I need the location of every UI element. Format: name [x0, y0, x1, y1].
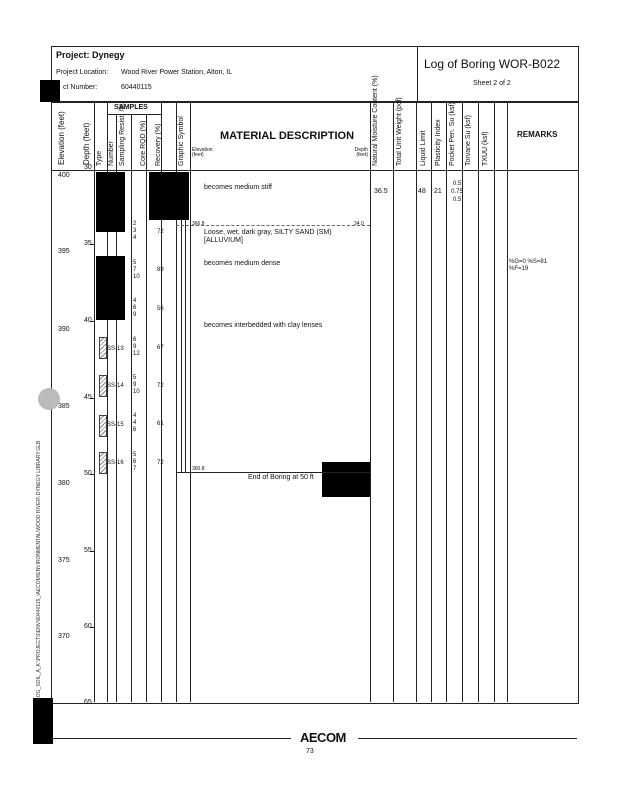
- sample-graphic: [99, 415, 107, 437]
- description-medium-dense: becomes medium dense: [204, 260, 281, 267]
- depth-tick: 60: [84, 623, 92, 630]
- remarks-gradation: %G=0 %S=81 %F=19: [509, 259, 548, 272]
- txuu-column-header: TXUU (ksf): [482, 131, 489, 166]
- liquid-limit-column-header: Liquid Limit: [420, 130, 427, 166]
- redaction-block: [96, 256, 125, 320]
- recovery-value: 89: [157, 267, 164, 273]
- sample-number: SS-16: [107, 460, 124, 466]
- sampling-resist: 5 9 10: [133, 375, 140, 395]
- recovery-value: 72: [157, 383, 164, 389]
- elev-feet-header: Elevation (feet): [192, 147, 213, 158]
- depth-tick: 35: [84, 240, 92, 247]
- torvane-column-header: Torvane Su (ksf): [465, 115, 472, 166]
- pocket-pen-values: 0.5 0.75 0.5: [451, 181, 463, 203]
- redaction-block: [40, 80, 60, 102]
- project-label: Project: Dynegy: [56, 50, 125, 60]
- sheet-number: Sheet 2 of 2: [473, 80, 511, 87]
- sample-number: SS-15: [107, 422, 124, 428]
- redaction-block: [33, 698, 53, 744]
- depth-feet-header: Depth (feet): [354, 147, 368, 158]
- sampling-resist-column-header: Sampling Resist. /bl.: [119, 102, 126, 166]
- project-number-label: ct Number:: [63, 84, 98, 91]
- elevation-marker: 360.8: [192, 466, 205, 472]
- sampling-resist: 4 4 6: [133, 413, 137, 433]
- redaction-block: [96, 172, 125, 232]
- depth-tick: 55: [84, 547, 92, 554]
- elevation-tick: 395: [58, 248, 70, 255]
- description-interbedded: becomes interbedded with clay lenses: [204, 322, 323, 329]
- remarks-header: REMARKS: [517, 130, 558, 139]
- core-rqd-column-header: Core RQD (%): [140, 120, 147, 166]
- elevation-tick: 375: [58, 557, 70, 564]
- elevation-tick: 390: [58, 326, 70, 333]
- description-alluvium: [ALLUVIUM]: [204, 237, 243, 244]
- hole-punch: [38, 388, 60, 410]
- sample-graphic: [99, 375, 107, 397]
- depth-tick: 45: [84, 394, 92, 401]
- recovery-value: 61: [157, 421, 164, 427]
- elevation-column-header: Elevation (feet): [57, 111, 66, 165]
- side-file-path: LOG_SOIL_A_K:\PROJECTS\ENV\60440115_\AECOM\ENVIRONMENTAL\WOOD RIVER\ DYNEGY LIBRARY.GLB: [36, 440, 42, 700]
- recovery-column-header: Recovery (%): [155, 123, 162, 166]
- depth-tick: 30: [84, 164, 92, 171]
- depth-tick: 65: [84, 699, 92, 706]
- sampling-resist: 5 7 10: [133, 260, 140, 280]
- number-column-header: Number: [108, 141, 115, 166]
- recovery-value: 56: [157, 306, 164, 312]
- sampling-resist: 2 3 4: [133, 221, 137, 241]
- project-location-label: Project Location:: [56, 69, 109, 76]
- unit-weight-value: 48: [418, 188, 426, 195]
- aecom-logo: AECOM: [300, 730, 346, 745]
- project-location-value: Wood River Power Station, Alton, IL: [121, 69, 233, 76]
- depth-tick: 50: [84, 470, 92, 477]
- sampling-resist: 5 6 7: [133, 452, 137, 472]
- liquid-limit-value: 21: [434, 188, 442, 195]
- log-title: Log of Boring WOR-B022: [424, 57, 561, 71]
- redaction-block: [322, 462, 370, 497]
- project-number-value: 60440115: [121, 84, 152, 91]
- graphic-symbol-column-header: Graphic Symbol: [178, 116, 185, 166]
- moisture-column-header: Natural Moisture Content (%): [372, 75, 379, 166]
- recovery-value: 72: [157, 229, 164, 235]
- redaction-block: [149, 172, 189, 220]
- material-description-header: MATERIAL DESCRIPTION: [220, 130, 355, 142]
- page-number: 73: [306, 748, 314, 755]
- description-silty-sand: Loose, wet, dark gray, SILTY SAND (SM): [204, 229, 332, 236]
- elevation-tick: 370: [58, 633, 70, 640]
- depth-tick: 40: [84, 317, 92, 324]
- sample-number: SS-14: [107, 383, 124, 389]
- recovery-value: 72: [157, 460, 164, 466]
- description-medium-stiff: becomes medium stiff: [204, 184, 272, 191]
- elevation-tick: 380: [58, 480, 70, 487]
- plasticity-index-column-header: Plasticity Index: [435, 119, 442, 166]
- elevation-marker: 366.8: [192, 221, 205, 227]
- samples-header: SAMPLES: [114, 104, 148, 111]
- pocket-pen-column-header: Pocket Pen. Su (ksf): [449, 102, 456, 166]
- recovery-value: 67: [157, 345, 164, 351]
- type-column-header: Type: [96, 150, 103, 166]
- unit-weight-column-header: Total Unit Weight (pcf): [396, 97, 403, 166]
- description-end-of-boring: End of Boring at 50 ft: [248, 474, 314, 481]
- elevation-tick: 400: [58, 172, 70, 179]
- sample-graphic: [99, 337, 107, 359]
- moisture-value: 36.5: [374, 188, 388, 195]
- sample-number: SS-13: [107, 346, 124, 352]
- sampling-resist: 4 6 9: [133, 298, 137, 318]
- sampling-resist: 6 9 12: [133, 337, 140, 357]
- sample-graphic: [99, 452, 107, 474]
- elevation-tick: 385: [58, 403, 70, 410]
- depth-marker: 34.0: [354, 221, 364, 227]
- depth-column-header: Depth (feet): [82, 122, 91, 165]
